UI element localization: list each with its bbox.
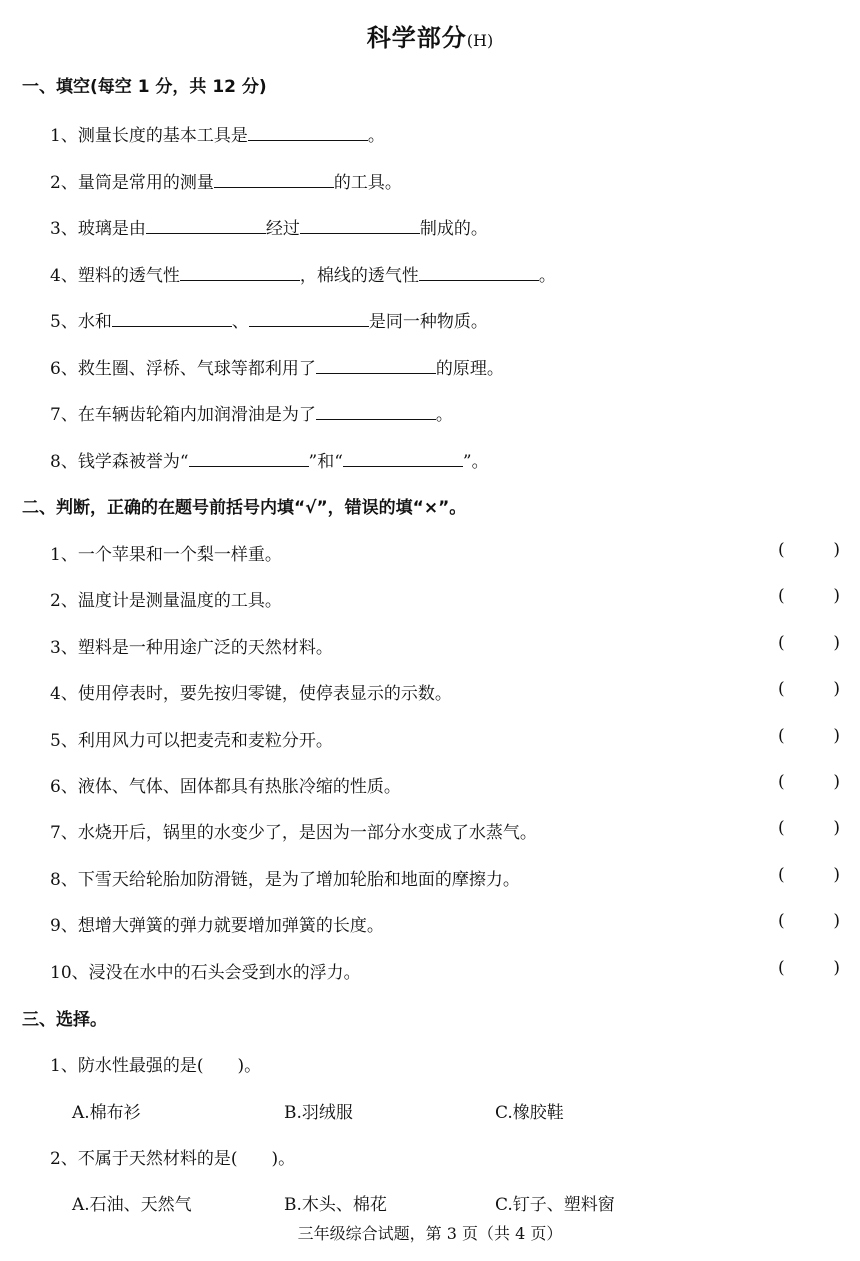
- answer-blank[interactable]: [343, 450, 463, 467]
- section-heading-choice: 三、选择。: [22, 1010, 107, 1030]
- judge-question-8: 8、下雪天给轮胎加防滑链，是为了增加轮胎和地面的摩擦力。: [50, 870, 520, 890]
- answer-blank[interactable]: [300, 217, 420, 234]
- paren-open: (: [778, 586, 785, 606]
- answer-blank[interactable]: [112, 310, 232, 327]
- option-b[interactable]: B.木头、棉花: [284, 1195, 387, 1215]
- option-a[interactable]: A.棉布衫: [72, 1103, 141, 1123]
- choice-question-2: 2、不属于天然材料的是( )。: [50, 1149, 296, 1169]
- option-c[interactable]: C.钉子、塑料窗: [495, 1195, 615, 1215]
- paren-open: (: [778, 865, 785, 885]
- fill-question-5: 5、水和 、 是同一种物质。: [50, 312, 488, 332]
- paren-open: (: [778, 958, 785, 978]
- fill-question-2: 2、量筒是常用的测量 的工具。: [50, 173, 402, 193]
- paren-close: ): [833, 726, 840, 746]
- judge-question-6: 6、液体、气体、固体都具有热胀冷缩的性质。: [50, 777, 401, 797]
- paren-close: ): [833, 540, 840, 560]
- paren-close: ): [833, 586, 840, 606]
- answer-parentheses[interactable]: [778, 726, 840, 746]
- answer-blank[interactable]: [316, 357, 436, 374]
- paren-close: ): [833, 865, 840, 885]
- paren-close: ): [833, 772, 840, 792]
- answer-blank[interactable]: [419, 264, 539, 281]
- judge-question-1: 1、一个苹果和一个梨一样重。: [50, 545, 282, 565]
- judge-question-10: 10、浸没在水中的石头会受到水的浮力。: [50, 963, 361, 983]
- page-title: [0, 18, 860, 53]
- section-heading-true-false: 二、判断，正确的在题号前括号内填“√”，错误的填“×”。: [22, 498, 467, 518]
- choice-question-1: 1、防水性最强的是( )。: [50, 1056, 262, 1076]
- answer-blank[interactable]: [248, 124, 368, 141]
- paren-close: ): [833, 818, 840, 838]
- paren-open: (: [778, 772, 785, 792]
- fill-question-3: 3、玻璃是由 经过 制成的。: [50, 219, 488, 239]
- fill-question-4: 4、塑料的透气性 ，棉线的透气性 。: [50, 266, 556, 286]
- paren-close: ): [833, 911, 840, 931]
- fill-question-7: 7、在车辆齿轮箱内加润滑油是为了 。: [50, 405, 453, 425]
- page-footer: 三年级综合试题，第 3 页（共 4 页）: [297, 1224, 563, 1243]
- answer-parentheses[interactable]: [778, 540, 840, 560]
- answer-blank[interactable]: [249, 310, 369, 327]
- option-b[interactable]: B.羽绒服: [284, 1103, 353, 1123]
- title-main: 科学部分: [366, 24, 467, 52]
- option-c[interactable]: C.橡胶鞋: [495, 1103, 564, 1123]
- answer-parentheses[interactable]: [778, 958, 840, 978]
- paren-open: (: [778, 726, 785, 746]
- judge-question-7: 7、水烧开后，锅里的水变少了，是因为一部分水变成了水蒸气。: [50, 823, 537, 843]
- answer-blank[interactable]: [214, 171, 334, 188]
- fill-question-1: 1、测量长度的基本工具是 。: [50, 126, 385, 146]
- answer-blank[interactable]: [316, 403, 436, 420]
- paren-close: ): [833, 633, 840, 653]
- answer-blank[interactable]: [146, 217, 266, 234]
- judge-question-4: 4、使用停表时，要先按归零键，使停表显示的示数。: [50, 684, 452, 704]
- paren-open: (: [778, 679, 785, 699]
- paren-open: (: [778, 633, 785, 653]
- title-sub: (H): [466, 31, 494, 50]
- paren-open: (: [778, 540, 785, 560]
- answer-parentheses[interactable]: [778, 679, 840, 699]
- paren-open: (: [778, 911, 785, 931]
- paren-close: ): [833, 679, 840, 699]
- answer-parentheses[interactable]: [778, 772, 840, 792]
- answer-parentheses[interactable]: [778, 911, 840, 931]
- option-a[interactable]: A.石油、天然气: [72, 1195, 192, 1215]
- answer-parentheses[interactable]: [778, 865, 840, 885]
- answer-parentheses[interactable]: [778, 818, 840, 838]
- judge-question-5: 5、利用风力可以把麦壳和麦粒分开。: [50, 731, 333, 751]
- paren-open: (: [778, 818, 785, 838]
- answer-blank[interactable]: [180, 264, 300, 281]
- paren-close: ): [833, 958, 840, 978]
- judge-question-2: 2、温度计是测量温度的工具。: [50, 591, 282, 611]
- judge-question-3: 3、塑料是一种用途广泛的天然材料。: [50, 638, 333, 658]
- answer-blank[interactable]: [189, 450, 309, 467]
- section-heading-fill-blank: 一、填空(每空 1 分，共 12 分): [22, 77, 267, 97]
- fill-question-6: 6、救生圈、浮桥、气球等都利用了 的原理。: [50, 359, 504, 379]
- answer-parentheses[interactable]: [778, 586, 840, 606]
- answer-parentheses[interactable]: [778, 633, 840, 653]
- fill-question-8: 8、钱学森被誉为“ ”和“ ”。: [50, 452, 489, 472]
- judge-question-9: 9、想增大弹簧的弹力就要增加弹簧的长度。: [50, 916, 384, 936]
